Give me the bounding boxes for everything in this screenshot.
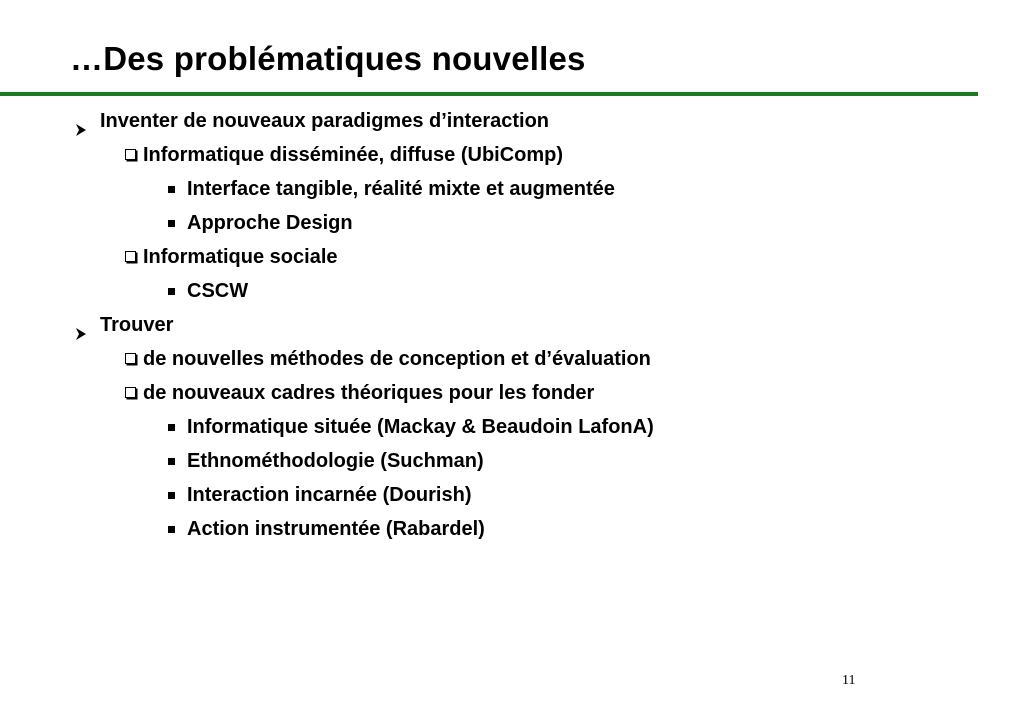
list-item-text: Inventer de nouveaux paradigmes d’interaction <box>100 110 550 132</box>
list-item <box>74 104 549 138</box>
list-item-text: Trouver <box>100 314 174 336</box>
square-bullet-icon <box>168 424 175 431</box>
list-item <box>125 240 338 274</box>
list-item <box>168 206 353 240</box>
list-item <box>125 342 651 376</box>
list-item-text: Informatique située (Mackay & Beaudoin LafonA) <box>187 416 654 438</box>
square-bullet-icon <box>168 186 175 193</box>
list-item <box>168 172 615 206</box>
list-item-text: de nouvelles méthodes de conception et d’évaluation <box>143 348 651 370</box>
checkbox-bullet-icon <box>125 251 136 262</box>
list-item-text: Interaction incarnée (Dourish) <box>187 484 472 506</box>
list-item <box>74 308 173 342</box>
list-item-text: Informatique disséminée, diffuse (UbiComp) <box>143 144 564 166</box>
list-item <box>168 512 485 546</box>
square-bullet-icon <box>168 458 175 465</box>
checkbox-bullet-icon <box>125 387 136 398</box>
square-bullet-icon <box>168 288 175 295</box>
title-divider <box>0 92 978 96</box>
list-item <box>168 478 472 512</box>
slide-title: …Des problématiques nouvelles <box>70 40 586 77</box>
list-item <box>125 138 563 172</box>
square-bullet-icon <box>168 492 175 499</box>
arrow-bullet-icon <box>74 114 88 128</box>
arrow-bullet-icon <box>74 318 88 332</box>
list-item-text: Action instrumentée (Rabardel) <box>187 518 485 540</box>
checkbox-bullet-icon <box>125 353 136 364</box>
page-number: 11 <box>842 673 856 688</box>
list-item <box>168 444 484 478</box>
list-item-text: Interface tangible, réalité mixte et augmentée <box>187 178 615 200</box>
list-item-text: Approche Design <box>187 212 353 234</box>
checkbox-bullet-icon <box>125 149 136 160</box>
list-item <box>168 410 654 444</box>
list-item <box>125 376 594 410</box>
list-item-text: de nouveaux cadres théoriques pour les fonder <box>143 382 595 404</box>
square-bullet-icon <box>168 220 175 227</box>
list-item-text: Informatique sociale <box>143 246 338 268</box>
list-item <box>168 274 248 308</box>
list-item-text: CSCW <box>187 280 249 302</box>
square-bullet-icon <box>168 526 175 533</box>
list-item-text: Ethnométhodologie (Suchman) <box>187 450 484 472</box>
